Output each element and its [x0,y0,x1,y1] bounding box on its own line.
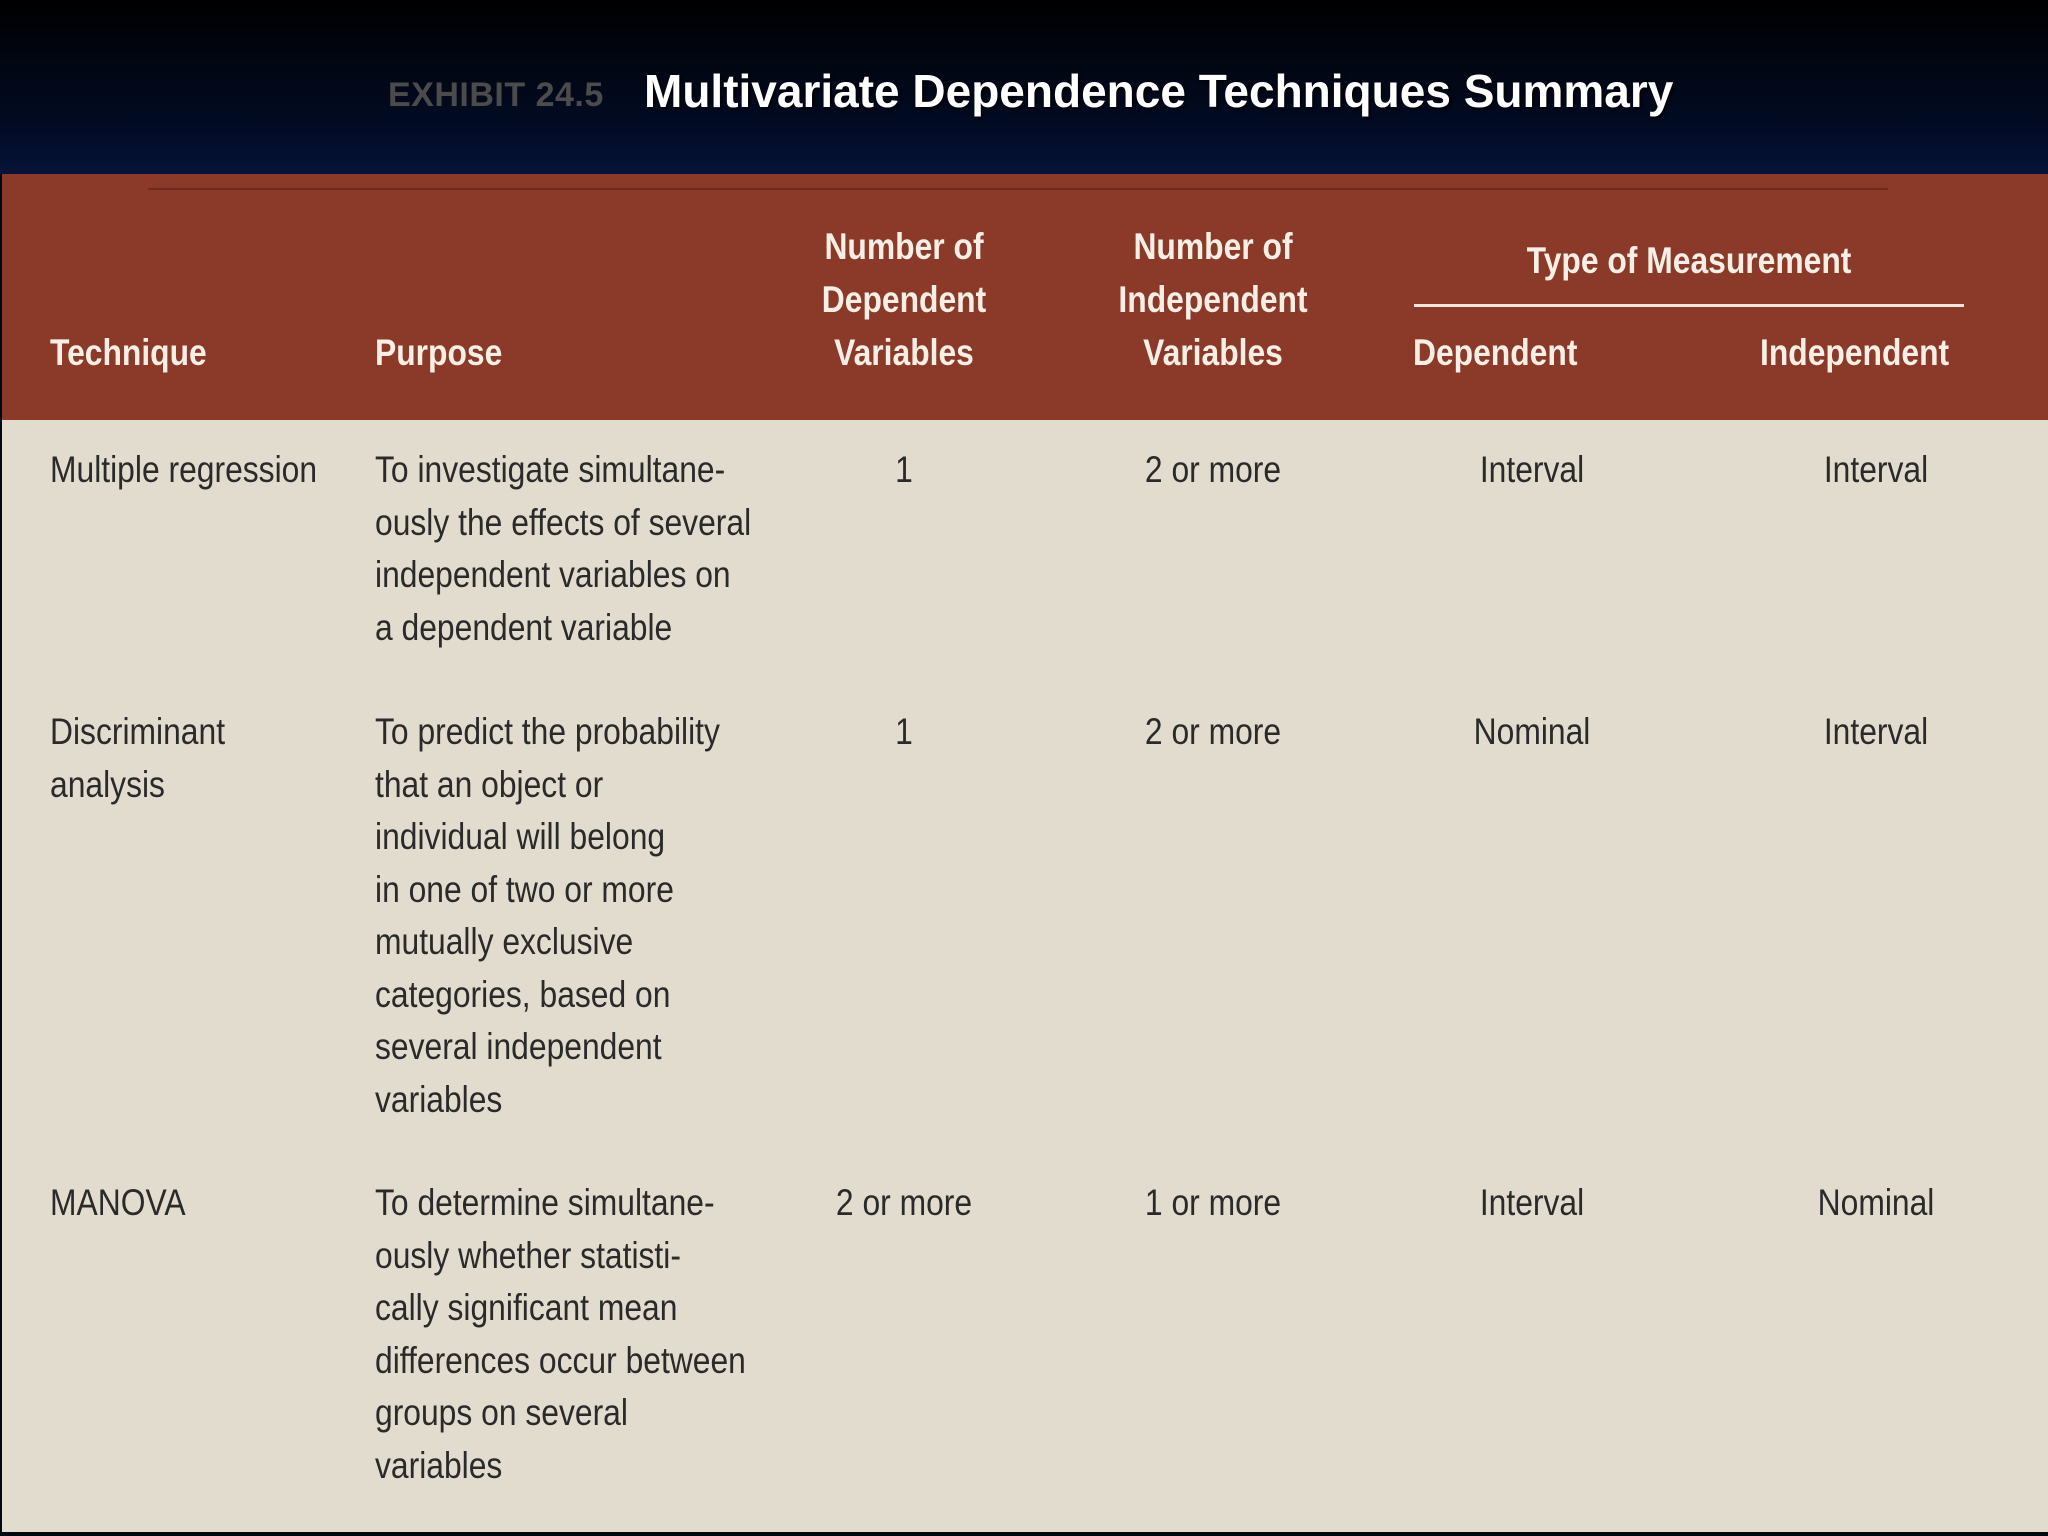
header-purpose: Purpose [375,332,503,373]
cell-num-independent: 2 or more [1144,711,1282,752]
table-header [2,174,2048,420]
cell-dependent-measure: Interval [1479,449,1585,490]
cell-purpose: To investigate simultane- ously the effects of several independent variables on a dependent variable [375,449,752,648]
header-top-rule [148,188,1888,190]
techniques-table [2,174,2048,1532]
title-banner [0,0,2048,174]
cell-num-dependent: 1 [895,449,913,490]
cell-dependent-measure: Nominal [1473,711,1591,752]
cell-technique: Multiple regression [50,449,318,490]
cell-technique: MANOVA [50,1182,186,1223]
cell-technique: Discriminant analysis [50,711,226,805]
header-type-of-measurement: Type of Measurement [1526,240,1852,281]
header-dependent: Dependent [1413,332,1578,373]
cell-num-dependent: 2 or more [835,1182,973,1223]
cell-independent-measure: Interval [1823,711,1929,752]
cell-purpose: To determine simultane- ously whether statisti- cally significant mean differences occur between groups on several variables [375,1182,746,1486]
exhibit-number: EXHIBIT 24.5 [388,76,604,114]
header-independent: Independent [1760,332,1950,373]
cell-num-independent: 2 or more [1144,449,1282,490]
header-technique: Technique [50,332,207,373]
cell-num-independent: 1 or more [1144,1182,1282,1223]
header-number-of-dependent: Number of Dependent Variables [821,226,987,373]
cell-independent-measure: Nominal [1817,1182,1935,1223]
header-number-of-independent: Number of Independent Variables [1118,226,1308,373]
cell-purpose: To predict the probability that an object or individual will belong in one of two or more mutually exclusive categories, based on several independent variables [375,711,720,1120]
cell-independent-measure: Interval [1823,449,1929,490]
cell-num-dependent: 1 [895,711,913,752]
cell-dependent-measure: Interval [1479,1182,1585,1223]
type-of-measurement-rule [1414,304,1964,307]
exhibit-title: Multivariate Dependence Techniques Summary [644,65,1674,117]
